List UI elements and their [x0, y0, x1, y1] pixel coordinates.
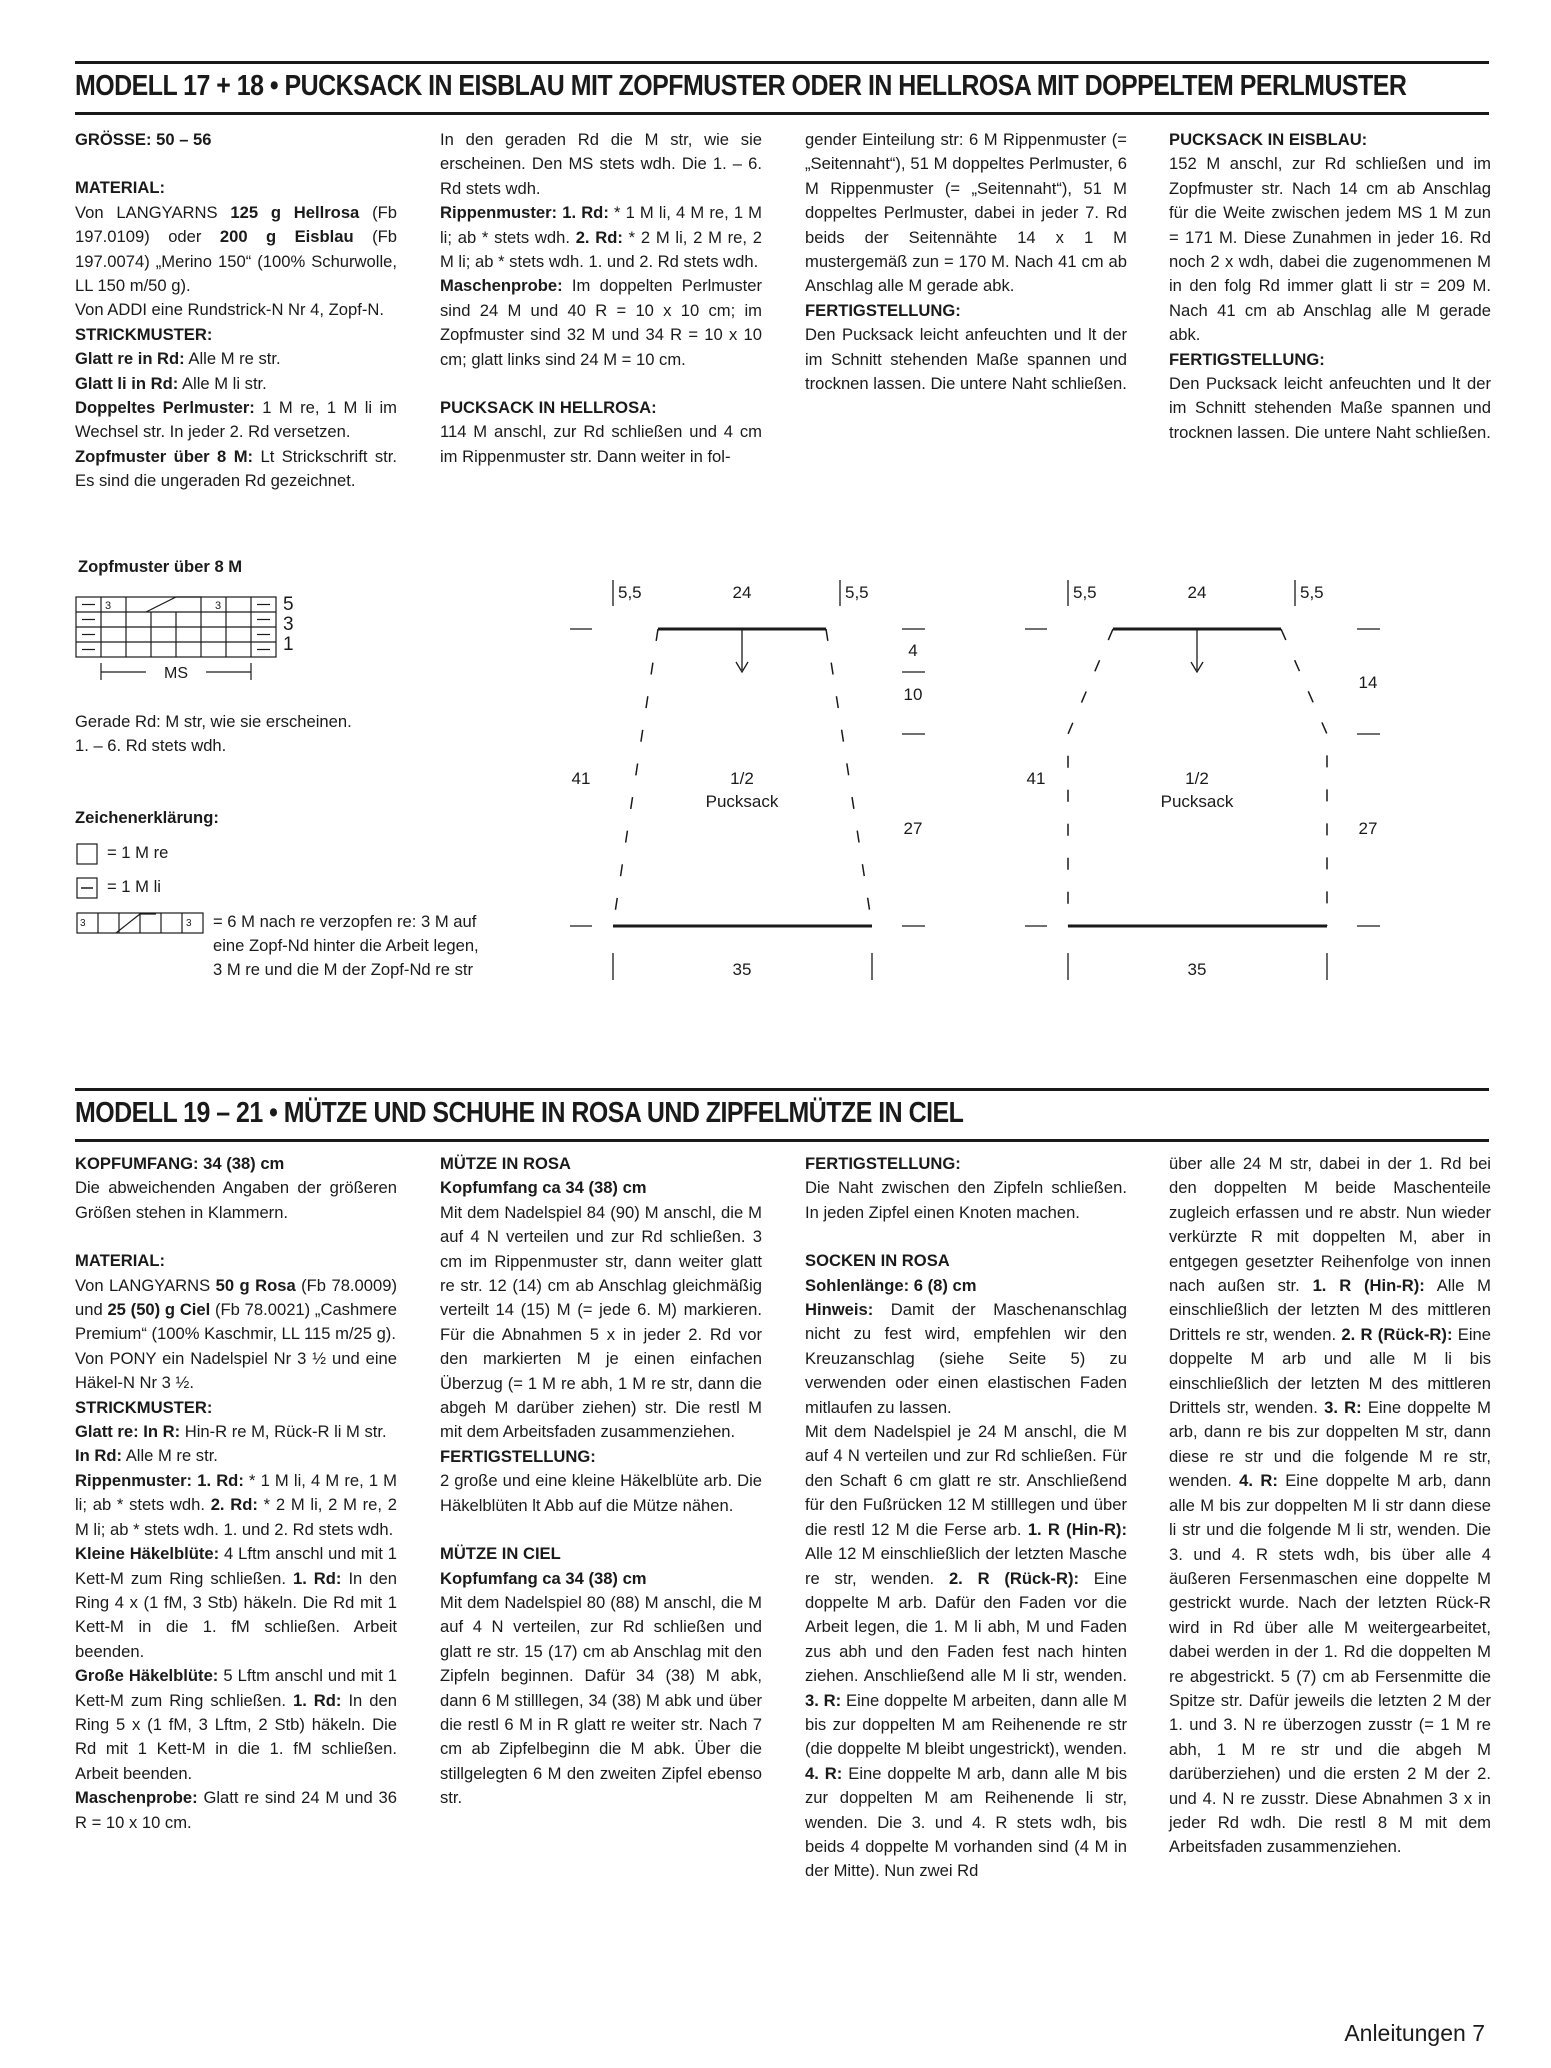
section1-top-rule	[75, 61, 1489, 64]
socken-instructions: Mit dem Nadelspiel je 24 M anschl, die M auf 4 N verteilen und zur Rd schließen. Für den Schaft 6 cm glatt re str. Anschließend für den Fußrücken 12 M stilllegen und über die restl 12 M die Ferse arb. 1. R (Hin-R): Alle 12 M einschließlich der letzten Masche re str, wenden. 2. R (Rück-R): Eine doppelte M arb. Dafür den Faden vor die Arbeit legen, die 1. M li abh, M und Faden zus abh und den Faden fest nach hinten ziehen. Anschließend alle M li str, wenden. 3. R: Eine doppelte M arbeiten, dann alle M bis zur doppelten M am Reihenende re str (die doppelte M bleibt ungestrickt), wenden. 4. R: Eine doppelte M arb, dann alle M bis zur doppelten M am Reihenende li str, wenden. Die 3. und 4. R stets wdh, bis beids 4 doppelte M vorhanden sind (4 M in der Mitte). Nun zwei Rd	[805, 1422, 1127, 1881]
stitch-heading: STRICKMUSTER:	[75, 1397, 213, 1417]
section2-top-rule	[75, 1088, 1489, 1091]
dim-top-middle: 24	[732, 583, 752, 602]
row-number-5: 5	[283, 594, 294, 615]
size-heading: GRÖSSE: 50 – 56	[75, 130, 212, 149]
section1-column-3	[805, 128, 1127, 396]
dim-total-height: 41	[1026, 769, 1046, 788]
cable-chart	[70, 585, 330, 690]
dim-bottom: 35	[1187, 960, 1207, 979]
text: Die abweichenden Angaben der größeren Größen stehen in Klammern.	[75, 1178, 397, 1222]
muetze-rosa-size: Kopfumfang ca 34 (38) cm	[440, 1178, 647, 1198]
text: Mit dem Nadelspiel 84 (90) M anschl, die M auf 4 N verteilen und zur Rd schließen. 3 cm im Rippenmuster str, dann weiter glatt re str. 12 (14) cm ab Anschlag gleichmäßig verteilt 14 (15) M (= jede 6. M) markieren. Für die Abnahmen 5 x in jeder 2. Rd vor den markierten M je einen einfachen Überzug (= 1 M re abh, 1 M re str, dann die abgeh M darüber ziehen) str. Die restl M mit dem Arbeitsfaden zusammenziehen.	[440, 1202, 762, 1442]
fertigstellung-heading: FERTIGSTELLUNG:	[1169, 349, 1325, 369]
dim-right-top: 14	[1358, 673, 1378, 692]
material-heading: MATERIAL:	[75, 178, 166, 198]
needles-text: Von ADDI eine Rundstrick-N Nr 4, Zopf-N.	[75, 300, 384, 320]
schematic-label-name: Pucksack	[705, 792, 779, 811]
fertigstellung-heading: FERTIGSTELLUNG:	[805, 300, 961, 320]
material-text: Von LANGYARNS 50 g Rosa (Fb 78.0009) und 25 (50) g Ciel (Fb 78.0021) „Cashmere Premium“ (100% Kaschmir, LL 115 m/25 g).	[75, 1275, 397, 1344]
muetze-rosa-heading: MÜTZE IN ROSA	[440, 1154, 571, 1173]
section2-column-4	[1169, 1152, 1491, 1860]
socken-rosa-heading: SOCKEN IN ROSA	[805, 1251, 950, 1271]
stitch-perlmuster: Doppeltes Perlmuster: 1 M re, 1 M li im Wechsel str. In jeder 2. Rd versetzen.	[75, 398, 398, 442]
text: Den Pucksack leicht anfeuchten und lt der im Schnitt stehenden Maße spannen und trocknen lassen. Die untere Naht schließen.	[805, 325, 1127, 394]
socken-instructions-continued: über alle 24 M str, dabei in der 1. Rd bei den doppelten M beide Maschenteile zugleich erfassen und re abstr. Nun wieder verkürzte R mit doppelten M, aber in entgegen gesetzter Reihenfolge von innen nach außen str. 1. R (Hin-R): Alle M einschließlich der letzten M des mittleren Drittels re str, wenden. 2. R (Rück-R): Eine doppelte M arb und alle M li bis einschließlich der letzten M des mittleren Drittels str, wenden. 3. R: Eine doppelte M arb, dann re bis zur doppelten M str, dann diese re str und die folgende M re str, wenden. 4. R: Eine doppelte M arb, dann alle M bis zur doppelten M li str dann diese li str und die folgende M li str, wenden. Die 3. und 4. R stets wdh, bis über alle 4 äußeren Fersenmaschen eine doppelte M gestrickt wurde. Nach der letzten Rück-R wird in Rd über alle M weitergearbeitet, dabei werden in der 1. Rd die doppelten M re abgestrickt. 5 (7) cm ab Fersenmitte die Spitze str. Dafür jeweils die letzten 2 M der 1. und 3. N re überzogen zusstr (= 1 M re abh, 1 M re str und die abgeh M darüberziehen) und die ersten 2 M der 2. und 4. N re zusstr. Diese Abnahmen 3 x in jeder Rd wdh. Die restl 8 M mit dem Arbeitsfaden zusammenziehen.	[1169, 1154, 1491, 1857]
section1-bottom-rule	[75, 112, 1489, 115]
dim-total-height: 41	[571, 769, 591, 788]
muetze-ciel-size: Kopfumfang ca 34 (38) cm	[440, 1568, 647, 1588]
schematic-label-fraction: 1/2	[730, 769, 754, 788]
row-number-3: 3	[283, 614, 294, 635]
schematic-hellrosa	[555, 570, 975, 990]
page-footer: Anleitungen 7	[1344, 2020, 1485, 2046]
legend-cable-label-2: eine Zopf-Nd hinter die Arbeit legen,	[213, 936, 479, 955]
dim-top-right: 5,5	[1300, 583, 1324, 602]
legend-knit-symbol	[76, 843, 98, 865]
legend-purl-symbol	[76, 877, 98, 899]
section1-title: MODELL 17 + 18 • PUCKSACK IN EISBLAU MIT ZOPFMUSTER ODER IN HELLROSA MIT DOPPELTEM PERLMUSTER	[75, 70, 1407, 102]
schematic-label-fraction: 1/2	[1185, 769, 1209, 788]
chart-title: Zopfmuster über 8 M	[78, 557, 243, 576]
text: gender Einteilung str: 6 M Rippenmuster (= „Seitennaht“), 51 M doppeltes Perlmuster, 6 M Rippenmuster (= „Seitennaht“), 51 M doppeltes Perlmuster, dabei in jeder 7. Rd beids der Seitennähte 14 x 1 M mustergemäß zun = 170 M. Nach 41 cm ab Anschlag alle M gerade abk.	[805, 130, 1127, 296]
text: Den Pucksack leicht anfeuchten und lt der im Schnitt stehenden Maße spannen und trocknen lassen. Die untere Naht schließen.	[1169, 374, 1491, 442]
legend-cable-symbol	[76, 912, 206, 934]
fertigstellung-heading: FERTIGSTELLUNG:	[440, 1446, 596, 1466]
section1-column-1	[75, 128, 397, 494]
rippenmuster-text: Rippenmuster: 1. Rd: * 1 M li, 4 M re, 1 M li; ab * stets wdh. 2. Rd: * 2 M li, 2 M re, 2 M li; ab * stets wdh. 1. und 2. Rd stets wdh.	[440, 203, 763, 272]
material-text: Von LANGYARNS 125 g Hellrosa (Fb 197.0109) oder 200 g Eisblau (Fb 197.0074) „Merino 150“ (100% Schurwolle, LL 150 m/50 g).	[75, 202, 397, 296]
legend-title: Zeichenerklärung:	[75, 808, 219, 827]
cable-mark-right: 3	[215, 600, 222, 612]
needles-text: Von PONY ein Nadelspiel Nr 3 ½ und eine Häkel-N Nr 3 ½.	[75, 1348, 397, 1393]
chart-note-2: 1. – 6. Rd stets wdh.	[75, 736, 227, 755]
cable-mark-left: 3	[105, 600, 112, 612]
section2-column-3	[805, 1152, 1127, 1884]
dim-right-middle: 10	[903, 685, 923, 704]
maschenprobe-text: Maschenprobe: Im doppelten Perlmuster sind 24 M und 40 R = 10 x 10 cm; im Zopfmuster sind 32 M und 34 R = 10 x 10 cm; glatt links sind 24 M = 10 cm.	[440, 276, 762, 369]
legend-knit-label: = 1 M re	[107, 843, 169, 862]
stitch-glatt-re: Glatt re: In R: Hin-R re M, Rück-R li M str. In Rd: Alle M re str.	[75, 1422, 387, 1466]
dim-top-middle: 24	[1187, 583, 1207, 602]
legend-cable-label-1: = 6 M nach re verzopfen re: 3 M auf	[213, 912, 477, 931]
muetze-ciel-heading: MÜTZE IN CIEL	[440, 1544, 561, 1564]
schematic-eisblau	[1010, 570, 1430, 990]
legend-cable-mark-right: 3	[186, 918, 192, 929]
dim-top-left: 5,5	[618, 583, 642, 602]
text: 2 große und eine kleine Häkelblüte arb. Die Häkelblüten lt Abb auf die Mütze nähen.	[440, 1471, 762, 1515]
pattern-repeat-label: MS	[164, 665, 188, 682]
dim-top-right: 5,5	[845, 583, 869, 602]
section2-bottom-rule	[75, 1139, 1489, 1142]
kleine-haekelbluete: Kleine Häkelblüte: 4 Lftm anschl und mit 1 Kett-M zum Ring schließen. 1. Rd: In den Ring 4 x (1 fM, 3 Stb) häkeln. Die Rd mit 1 Kett-M in die 1. fM schließen. Arbeit beenden.	[75, 1544, 397, 1661]
legend-cable-mark-left: 3	[80, 918, 86, 929]
pucksack-eisblau-heading: PUCKSACK IN EISBLAU:	[1169, 130, 1368, 149]
dim-top-left: 5,5	[1073, 583, 1097, 602]
stitch-heading: STRICKMUSTER:	[75, 324, 213, 344]
section2-column-2	[440, 1152, 762, 1811]
legend-cable-label-3: 3 M re und die M der Zopf-Nd re str	[213, 960, 474, 979]
hinweis-text: Hinweis: Damit der Maschenanschlag nicht zu fest wird, empfehlen wir den Kreuzanschlag (siehe Seite 5) zu verwenden oder einen elastischen Faden mitlaufen zu lassen.	[805, 1300, 1127, 1417]
stitch-rippenmuster: Rippenmuster: 1. Rd: * 1 M li, 4 M re, 1 M li; ab * stets wdh. 2. Rd: * 2 M li, 2 M re, 2 M li; ab * stets wdh. 1. und 2. Rd stets wdh.	[75, 1470, 398, 1539]
dim-bottom: 35	[732, 960, 752, 979]
dim-right-top: 4	[908, 641, 918, 660]
text: In den geraden Rd die M str, wie sie erscheinen. Den MS stets wdh. Die 1. – 6. Rd stets wdh.	[440, 130, 762, 198]
row-number-1: 1	[283, 634, 294, 655]
legend-purl-label: = 1 M li	[107, 877, 161, 896]
schematic-label-name: Pucksack	[1160, 792, 1234, 811]
text: Die Naht zwischen den Zipfeln schließen. In jeden Zipfel einen Knoten machen.	[805, 1178, 1127, 1222]
stitch-glatt-li: Glatt li in Rd: Alle M li str.	[75, 373, 267, 393]
socken-rosa-size: Sohlenlänge: 6 (8) cm	[805, 1275, 977, 1295]
text: Mit dem Nadelspiel 80 (88) M anschl, die M auf 4 N verteilen, zur Rd schließen und glatt re str. 15 (17) cm ab Anschlag mit den Zipfeln beginnen. Dafür 34 (38) M abk, dann 6 M stilllegen, 34 (38) M abk und über die restl 6 M in R glatt re weiter str. Nach 7 cm ab Zipfelbeginn die M abk. Über die stillgelegten 6 M den zweiten Zipfel ebenso str.	[440, 1592, 762, 1808]
text: 152 M anschl, zur Rd schließen und im Zopfmuster str. Nach 14 cm ab Anschlag für die Weite zwischen jedem MS 1 M zun = 171 M. Diese Zunahmen in jeder 16. Rd noch 2 x wdh, dabei die zugenommenen M in den folg Rd immer glatt li str = 209 M. Nach 41 cm ab Anschlag alle M gerade abk.	[1169, 154, 1491, 345]
kopfumfang-heading: KOPFUMFANG: 34 (38) cm	[75, 1154, 285, 1173]
text: 114 M anschl, zur Rd schließen und 4 cm im Rippenmuster str. Dann weiter in fol-	[440, 422, 762, 466]
chart-note-1: Gerade Rd: M str, wie sie erscheinen.	[75, 712, 352, 731]
section1-column-2	[440, 128, 762, 469]
stitch-glatt-re: Glatt re in Rd: Alle M re str.	[75, 349, 281, 369]
section2-column-1	[75, 1152, 397, 1835]
dim-right-lower: 27	[903, 819, 923, 838]
dim-right-lower: 27	[1358, 819, 1378, 838]
section2-title: MODELL 19 – 21 • MÜTZE UND SCHUHE IN ROSA UND ZIPFELMÜTZE IN CIEL	[75, 1097, 964, 1129]
grosse-haekelbluete: Große Häkelblüte: 5 Lftm anschl und mit 1 Kett-M zum Ring schließen. 1. Rd: In den Ring 5 x (1 fM, 3 Lftm, 2 Stb) häkeln. Die Rd mit 1 Kett-M in die 1. fM schließen. Arbeit beenden.	[75, 1666, 397, 1783]
pucksack-hellrosa-heading: PUCKSACK IN HELLROSA:	[440, 398, 657, 418]
material-heading: MATERIAL:	[75, 1251, 166, 1271]
section1-column-4	[1169, 128, 1491, 445]
maschenprobe-text: Maschenprobe: Glatt re sind 24 M und 36 R = 10 x 10 cm.	[75, 1788, 397, 1832]
fertigstellung-heading: FERTIGSTELLUNG:	[805, 1154, 961, 1173]
stitch-zopfmuster: Zopfmuster über 8 M: Lt Strickschrift str. Es sind die ungeraden Rd gezeichnet.	[75, 446, 397, 491]
